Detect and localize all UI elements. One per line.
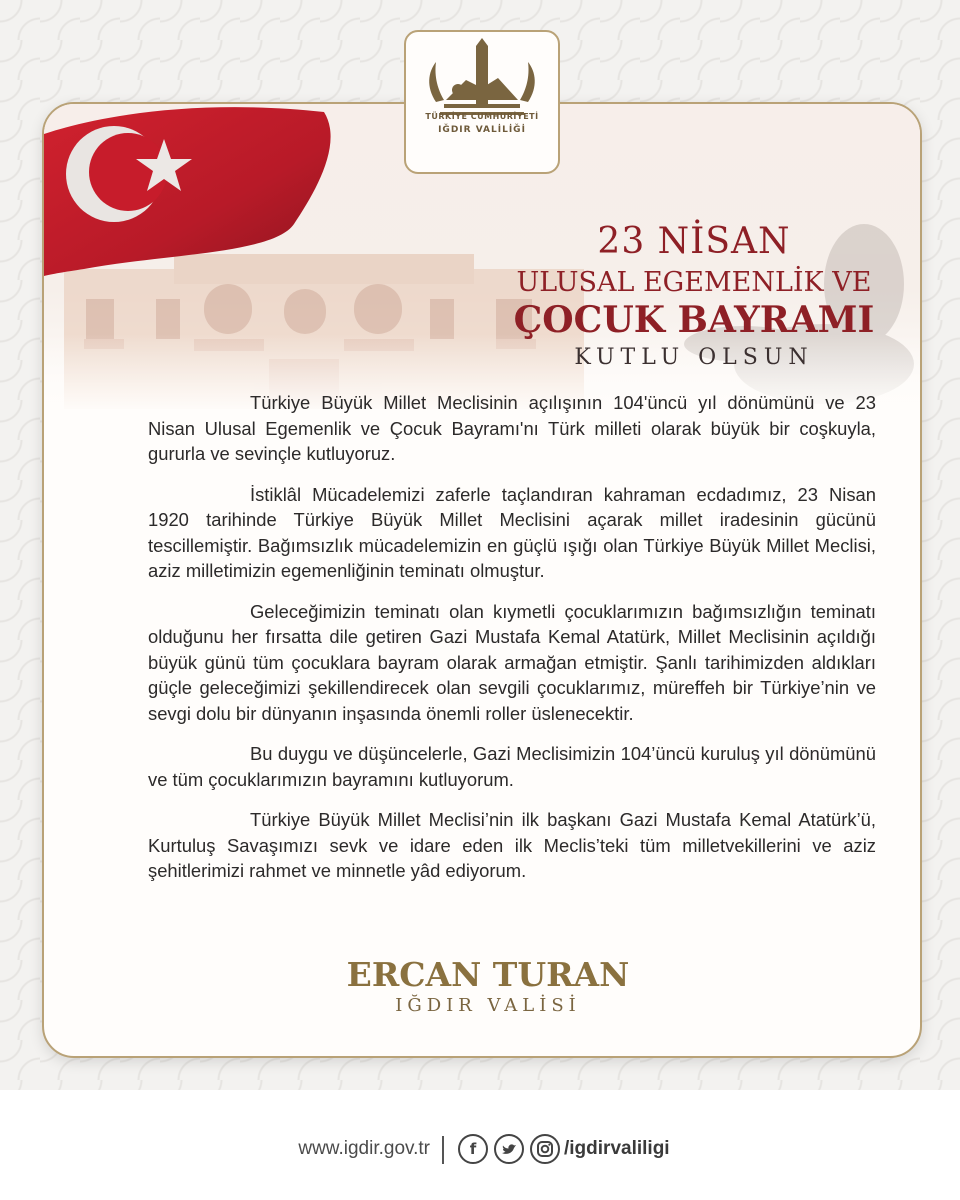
footer-divider	[442, 1136, 444, 1164]
signature-name: ERCAN TURAN	[346, 955, 630, 994]
title-subtitle: ULUSAL EGEMENLİK VE	[516, 267, 872, 298]
facebook-icon[interactable]: f	[458, 1134, 488, 1164]
title-date: 23 NİSAN	[597, 221, 791, 262]
paragraph-2: İstiklâl Mücadelemizi zaferle taçlandıran kahraman ecdadımız, 23 Nisan 1920 tarihinde Türkiye Büyük Millet Meclisini açarak millet iradesinin gücünü tescillemiştir. Bağımsızlık mücadelemizin en güçlü ışığı olan Türkiye Büyük Millet Meclisi, aziz milletimizin egemenliğinin teminatı olmuştur.	[148, 483, 876, 581]
logo-line-2: IĞDIR VALİLİĞİ	[438, 125, 526, 135]
message-body	[148, 390, 876, 899]
title-block	[484, 222, 904, 372]
message-card	[42, 102, 922, 1058]
title-greeting: KUTLU OLSUN	[574, 345, 814, 370]
footer	[0, 1132, 960, 1168]
governorship-logo	[404, 30, 560, 174]
twitter-icon[interactable]	[494, 1134, 524, 1164]
logo-line-1: TÜRKİYE CUMHURİYETİ	[425, 112, 539, 121]
title-main: ÇOCUK BAYRAMI	[513, 299, 875, 341]
paragraph-1: Türkiye Büyük Millet Meclisinin açılışının 104'üncü yıl dönümünü ve 23 Nisan Ulusal Egemenlik ve Çocuk Bayramı'nı Türk milleti olarak büyük bir coşkuyla, gururla ve sevinçle kutluyoruz.	[148, 392, 876, 464]
emblem-icon	[406, 32, 558, 137]
signature-title: IĞDIR VALİSİ	[395, 995, 581, 1016]
paragraph-5: Türkiye Büyük Millet Meclisi’nin ilk başkanı Gazi Mustafa Kemal Atatürk’ü, Kurtuluş Savaşımızı sevk ve idare eden ilk Meclis’teki tüm milletvekillerini ve aziz şehitlerimizi rahmet ve minnetle yâd ediyorum.	[148, 809, 876, 881]
paragraph-3: Geleceğimizin teminatı olan kıymetli çocuklarımızın bağımsızlığın teminatı olduğunu her fırsatta dile getiren Gazi Mustafa Kemal Atatürk, Millet Meclisinin açıldığı büyük günü tüm çocuklara bayram olarak armağan etmiştir. Şanlı tarihimizden aldıkları güçle geleceğimizi şekillendirecek olan sevgili çocuklarımız, müreffeh bir Türkiye’nin ve sevgi dolu bir dünyanın inşasında önemli roller üslenecektir.	[148, 600, 876, 724]
social-handle[interactable]: /igdirvaliligi	[564, 1138, 670, 1159]
website-link[interactable]: www.igdir.gov.tr	[298, 1138, 430, 1159]
instagram-icon[interactable]	[530, 1134, 560, 1164]
paragraph-4: Bu duygu ve düşüncelerle, Gazi Meclisimizin 104’üncü kuruluş yıl dönümünü ve tüm çocuklarımızın bayramını kutluyorum.	[148, 743, 876, 790]
